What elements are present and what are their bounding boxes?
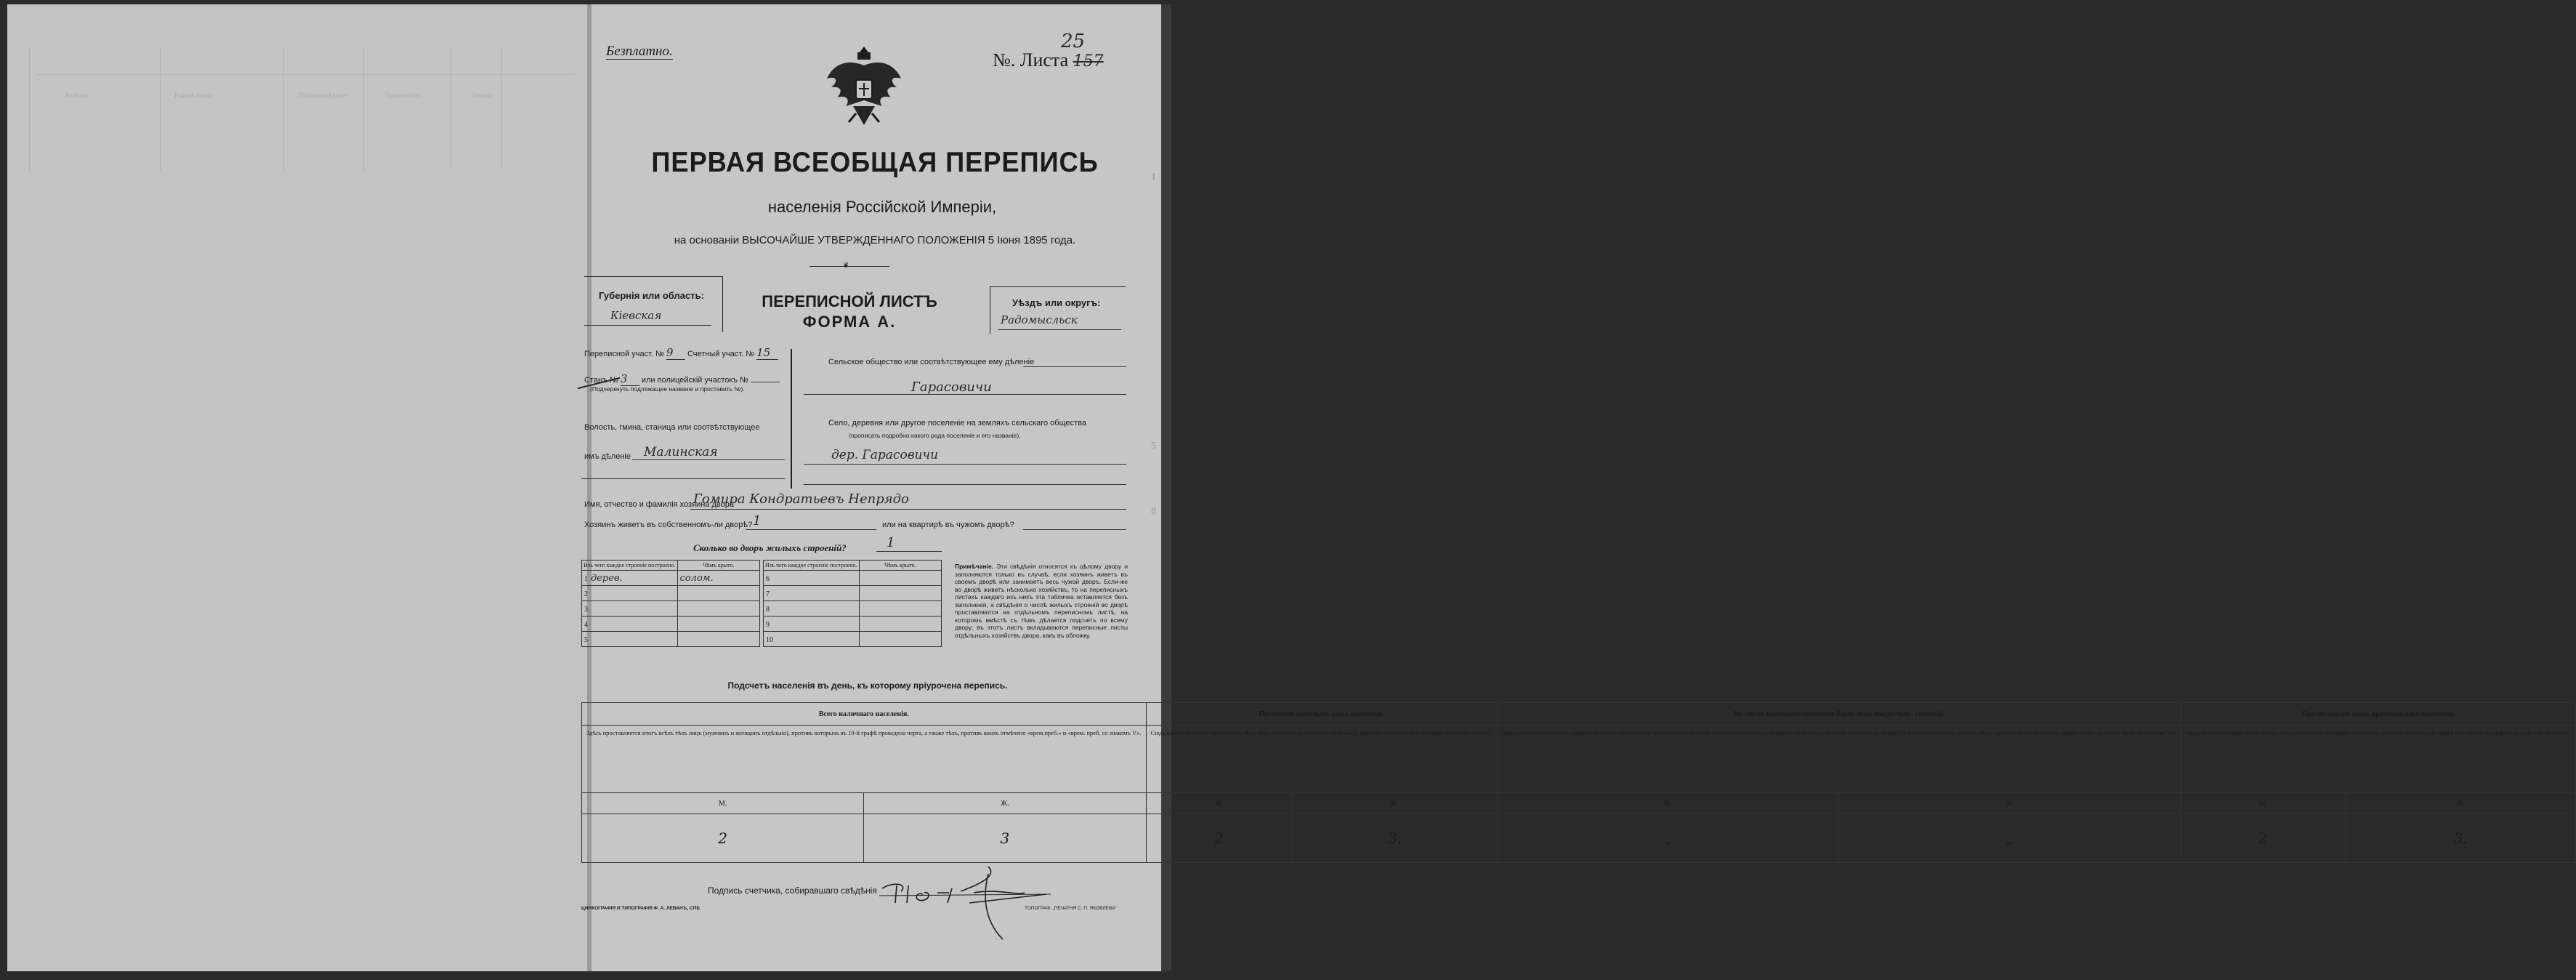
buildings-table-left [581,560,760,647]
building-material-cell [764,632,860,647]
buildings-col-roof: Чѣмъ крыто. [677,561,759,571]
stan-label: Станъ № [584,376,618,385]
bleed-rule [36,74,574,75]
count-value-female: 3. [2345,814,2575,863]
buildings-label: Сколько во дворъ жилыхъ строеній? [693,542,847,553]
rural-society-value: Гарасовичи [911,379,992,395]
bleed-line [283,48,284,172]
male-label: М. [582,793,864,814]
village-note: (прописать подробно какого рода поселеніе и его названіе). [849,432,1021,439]
building-roof-cell [859,616,941,632]
building-roof-cell [677,616,759,632]
left-page [7,4,589,971]
count-value-male: 2 [582,814,864,863]
count-value-female: 3. [1292,814,1497,863]
police-label: или полицейскій участокъ № [641,376,748,385]
building-row-number: 4 [584,620,588,629]
building-row-number: 5 [584,635,588,644]
bleed-text: Вѣроисповѣданіе [298,92,347,99]
building-roof-cell [677,632,759,647]
building-roof-cell [677,586,759,601]
district-value: Радомысльск [1001,313,1078,326]
sheet-number-label: №. Листа [993,49,1069,71]
census-section-field [584,346,778,360]
bleed-line [501,48,502,172]
building-roof-cell [859,601,941,616]
legal-basis: на основаніи ВЫСОЧАЙШЕ УТВЕРЖДЕННАГО ПОЛОЖЕНІЯ 5 Іюня 1895 года. [674,234,1076,246]
own-house-underline [746,529,876,530]
village-label: Село, деревня или другое поселеніе на земляхъ сельскаго общества [828,419,1086,427]
female-label: Ж. [1838,793,2181,814]
building-row [582,601,760,616]
census-form-page [581,4,2571,971]
building-material-cell [582,571,678,586]
building-roof-cell: солом. [677,571,759,586]
note-text: Эти свѣдѣнія относятся къ цѣлому двору и заполняются только въ случаѣ, если хозяинъ живетъ въ своемъ дворѣ или занимаетъ весь чужой дворъ. Если-же во дворѣ живетъ нѣсколько хозяйствъ, то на переписныхъ листахъ каждаго изъ нихъ эта табличка оставляется безъ заполненія, а свѣдѣнія о числѣ жилыхъ строеній во дворѣ проставляются на отдѣльномъ переписномъ листѣ, на которомъ вмѣстѣ съ тѣмъ дѣлается подсчетъ по всему двору; въ этотъ листъ вкладываются переписные листы отдѣльныхъ хозяйствъ двора, какъ въ обложку. [955,563,1128,639]
rural-society-underline [804,394,1126,395]
building-roof-cell [677,601,759,616]
building-row-number: 3 [584,605,588,614]
building-row [582,586,760,601]
edge-mark: 1 [1151,172,1156,182]
male-label: М. [1497,793,1838,814]
building-row [582,632,760,647]
building-row-number: 7 [766,590,770,598]
building-material-cell [582,586,678,601]
village-value: дер. Гарасовичи [831,448,939,462]
rural-society-line [1023,366,1126,367]
building-row [582,571,760,586]
underline-note: (Подчеркнуть подлежащее названіе и проставить №). [590,385,745,393]
male-label: М. [1146,793,1292,814]
buildings-col-material: Изъ чего каждое строеніе построено. [764,561,860,571]
volost-label: Волость, гмина, станица или соотвѣтствующее [584,423,760,432]
building-row-number: 10 [766,635,773,644]
imperial-eagle-emblem [824,44,904,131]
signature-label: Подпись счетчика, собиравшаго свѣдѣнія [708,885,877,896]
building-row-number: 8 [766,605,770,614]
province-label: Губернія или область: [599,290,704,301]
building-row [764,616,942,632]
building-row [764,571,942,586]
building-material-cell [582,601,678,616]
bleed-text: Грамотность [385,92,421,99]
village-underline-2 [804,484,1126,485]
rented-underline [1023,529,1126,530]
ornament: ❦ [843,262,849,270]
building-material-cell [764,601,860,616]
form-name: ФОРМА А. [802,313,897,331]
buildings-underline [876,551,942,552]
building-row [764,632,942,647]
village-underline [804,464,1126,465]
count-value-male: 2 [2181,814,2345,863]
count-col-title: Въ числѣ наличнаго населенія было лицъ некрестьян. сословій. [1497,703,2181,726]
volost-underline [632,459,785,460]
count-col-desc: Сюда вносится общее число всѣхъ тѣхъ лицъ (мужчинъ и женщинъ отдѣльно), противъ которыхъ въ 9-й графѣ отмѣчено «здѣсь». [1146,726,1497,793]
bleed-line [160,48,161,172]
count-col-desc: Здѣсь проставляется итогъ всѣхъ тѣхъ лицъ (мужчинъ и женщинъ отдѣльно), противъ которыхъ въ 10-й графѣ проведена черта, а также тѣхъ, противъ коихъ отмѣчено «врем.преб.» и «врем. преб. со знакомъ V». [582,726,1147,793]
count-table [581,702,2576,863]
province-value: Кіевская [610,309,662,322]
building-roof-cell [859,571,941,586]
owner-value: Гомира Кондратьевъ Непрядо [693,491,909,507]
building-material-cell [764,616,860,632]
volost-value: Малинская [644,445,718,459]
building-row-number: 1 [584,574,588,583]
province-underline [584,325,711,326]
count-col-title: Приписаннаго здѣсь крестьянскаго населенія. [2181,703,2575,726]
counting-section-value: 15 [756,346,778,360]
district-underline [998,329,1121,330]
building-roof-cell [859,632,941,647]
building-row-number: 6 [766,574,770,583]
district-box [990,286,1126,334]
page-subtitle: населенія Россійской Имперіи, [767,198,997,216]
female-label: Ж. [864,793,1146,814]
stan-value: 3 [621,372,639,386]
rural-society-label: Сельское общество или соотвѣтствующее ему дѣленіе [828,358,1035,366]
building-material-value: дерев. [591,572,623,584]
page-title: ПЕРВАЯ ВСЕОБЩАЯ ПЕРЕПИСЬ [651,147,1099,178]
printer-right: ТОПОГРАФ. „ПЕЧАТНЯ С. П. ЯКОВЛЕВА“ [1025,906,1117,911]
building-material-cell [764,586,860,601]
bleed-text: Болѣзни [65,92,89,99]
count-value-female: 3 [864,814,1146,863]
count-heading: Подсчетъ населенія въ день, къ которому пріурочена перепись. [727,680,1008,691]
female-label: Ж. [2345,793,2575,814]
note-title: Примѣчаніе. [955,563,994,570]
female-label: Ж. [1292,793,1497,814]
buildings-col-roof: Чѣмъ крыто. [859,561,941,571]
printer-left: ЦИНКОГРАФІЯ И ТИПОГРАФІЯ Ф. А. ЛЕВАНЪ, СПБ [581,906,700,911]
location-divider [791,349,792,489]
building-row [764,586,942,601]
building-row-number: 2 [584,590,588,598]
province-box [584,276,723,332]
buildings-table [581,560,942,647]
sheet-title: ПЕРЕПИСНОЙ ЛИСТЪ [762,292,937,310]
note-block [955,563,1128,639]
own-house-value: 1 [753,513,762,529]
ornament-line [809,266,889,267]
building-material-cell [582,616,678,632]
building-roof-cell [859,586,941,601]
building-row [764,601,942,616]
rented-label: или на квартирѣ въ чужомъ дворѣ? [882,521,1014,529]
edge-mark: 8 [1151,506,1156,517]
bleed-line [29,48,30,172]
building-row [582,616,760,632]
building-material-cell [764,571,860,586]
counting-section-label: Счетный участ. № [687,350,755,358]
count-col-desc: Здѣсь проставляется (изъ графы 6-й) общее число всѣхъ лицъ некрестьянскихъ сословій (мужчинъ и женщинъ отдѣльно), противъ которыхъ въ графѣ 10-й проведена черта, а также тѣхъ, противъ коихъ отмѣчено «врем. преб.» и «врем. преб. со знакомъ V». [1497,726,2181,793]
bleed-line [363,48,364,172]
count-value-male: „ [1497,814,1838,863]
bleed-text: Родной языкъ [174,92,213,99]
buildings-value: 1 [887,535,895,550]
sheet-number-struck: 157 [1073,52,1104,71]
census-section-label: Переписной участ. № [584,350,664,358]
bleed-text: Занятіе [472,92,493,99]
volost-label-2: имъ дѣленіе [584,452,631,461]
owner-label: Имя, отчество и фамилія хозяина двора [584,500,734,509]
building-row-number: 9 [766,620,770,629]
edge-mark: 5 [1151,441,1156,451]
male-label: М. [2181,793,2345,814]
district-label: Уѣздъ или округъ: [1012,297,1101,308]
census-section-value: 9 [666,346,685,360]
count-col-title: Всего наличнаго населенія. [582,703,1147,726]
owner-underline [690,509,1126,510]
buildings-table-right [763,560,942,647]
count-value-female: „ [1838,814,2181,863]
sheet-number-handwritten: 25 [1061,31,1086,52]
buildings-col-material: Изъ чего каждое строеніе построено. [582,561,678,571]
count-col-desc: Сюда вносится общее число всѣхъ лицъ (мужчинъ и женщинъ отдѣльно), противъ которыхъ въ графѣ 8-й отмѣчено «здѣсь» и «здѣсь въ волости». [2181,726,2575,793]
building-material-cell [582,632,678,647]
volost-underline-2 [581,478,785,479]
sheet-number [993,49,1104,71]
free-stamp: Безплатно. [606,44,673,59]
count-col-title: Постоянно живущаго здѣсь населенія. [1146,703,1497,726]
count-value-male: 2 [1146,814,1292,863]
own-house-label: Хозяинъ живетъ въ собственномъ-ли дворѣ? [584,521,753,529]
